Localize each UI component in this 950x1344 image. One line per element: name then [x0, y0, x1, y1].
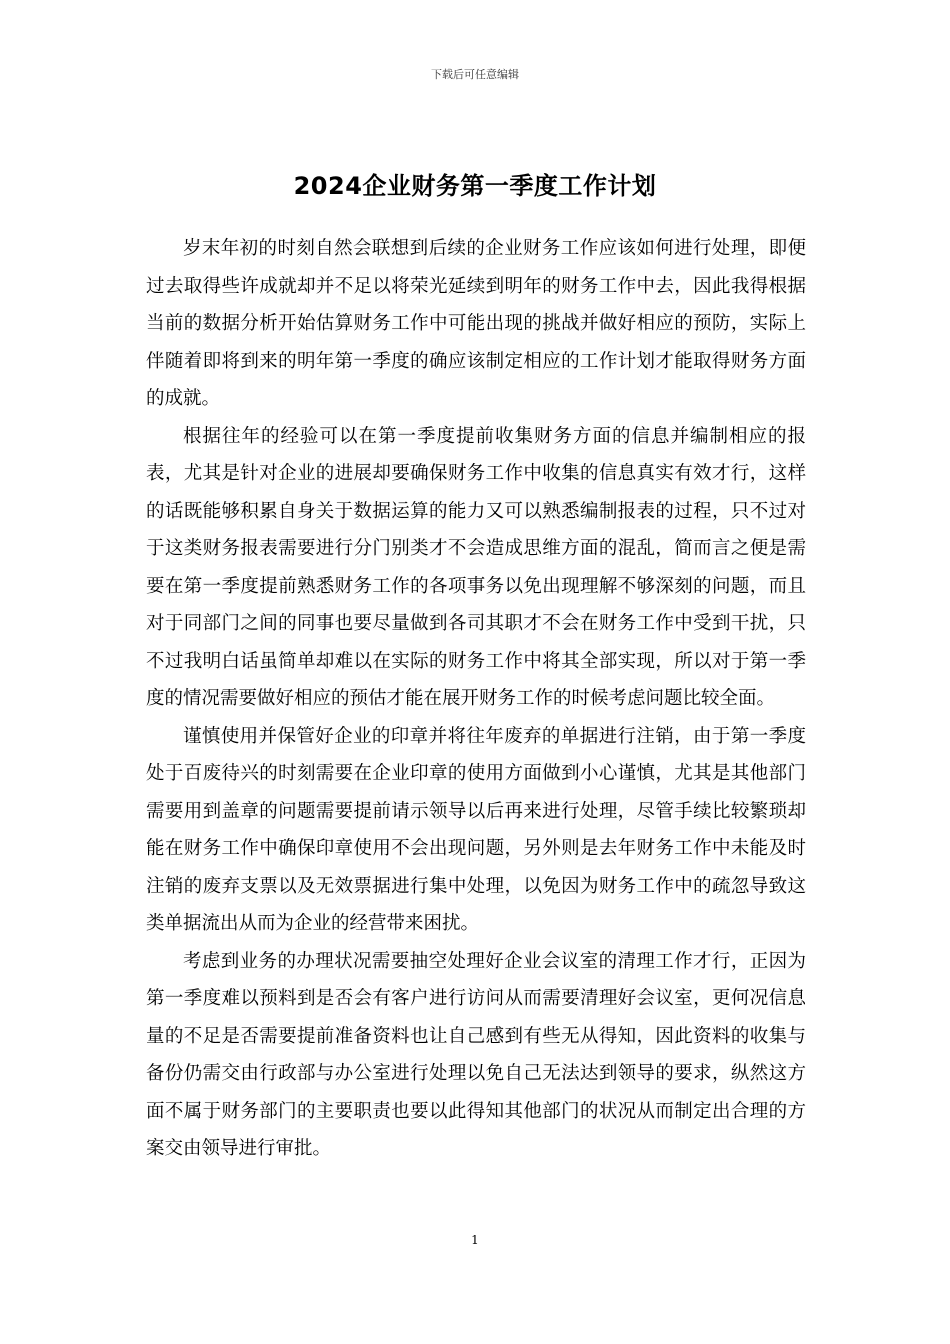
header-note: 下载后可任意编辑 — [431, 68, 519, 81]
paragraph-3: 谨慎使用并保管好企业的印章并将往年废弃的单据进行注销，由于第一季度处于百废待兴的时刻需要在企业印章的使用方面做到小心谨慎，尤其是其他部门需要用到盖章的问题需要提前请示领导以后再来进行处理，尽管手续比较繁琐却能在财务工作中确保印章使用不会出现问题，另外则是去年财务工作中未能及时注销的废弃支票以及无效票据进行集中处理，以免因为财务工作中的疏忽导致这类单据流出从而为企业的经营带来困扰。 — [146, 725, 806, 934]
paragraph-4: 考虑到业务的办理状况需要抽空处理好企业会议室的清理工作才行，正因为第一季度难以预料到是否会有客户进行访问从而需要清理好会议室，更何况信息量的不足是否需要提前准备资料也让自己感到有些无从得知，因此资料的收集与备份仍需交由行政部与办公室进行处理以免自己无法达到领导的要求，纵然这方面不属于财务部门的主要职责也要以此得知其他部门的状况从而制定出合理的方案交由领导进行审批。 — [146, 950, 806, 1159]
document-body — [146, 230, 806, 1168]
paragraph-1: 岁末年初的时刻自然会联想到后续的企业财务工作应该如何进行处理，即便过去取得些许成就却并不足以将荣光延续到明年的财务工作中去，因此我得根据当前的数据分析开始估算财务工作中可能出现的挑战并做好相应的预防，实际上伴随着即将到来的明年第一季度的确应该制定相应的工作计划才能取得财务方面的成就。 — [146, 238, 806, 409]
paragraph-2: 根据往年的经验可以在第一季度提前收集财务方面的信息并编制相应的报表，尤其是针对企业的进展却要确保财务工作中收集的信息真实有效才行，这样的话既能够积累自身关于数据运算的能力又可以熟悉编制报表的过程，只不过对于这类财务报表需要进行分门别类才不会造成思维方面的混乱，简而言之便是需要在第一季度提前熟悉财务工作的各项事务以免出现理解不够深刻的问题，而且对于同部门之间的同事也要尽量做到各司其职才不会在财务工作中受到干扰，只不过我明白话虽简单却难以在实际的财务工作中将其全部实现，所以对于第一季度的情况需要做好相应的预估才能在展开财务工作的时候考虑问题比较全面。 — [146, 425, 806, 709]
document-title: 2024企业财务第一季度工作计划 — [293, 172, 657, 201]
page-number: 1 — [471, 1233, 479, 1247]
